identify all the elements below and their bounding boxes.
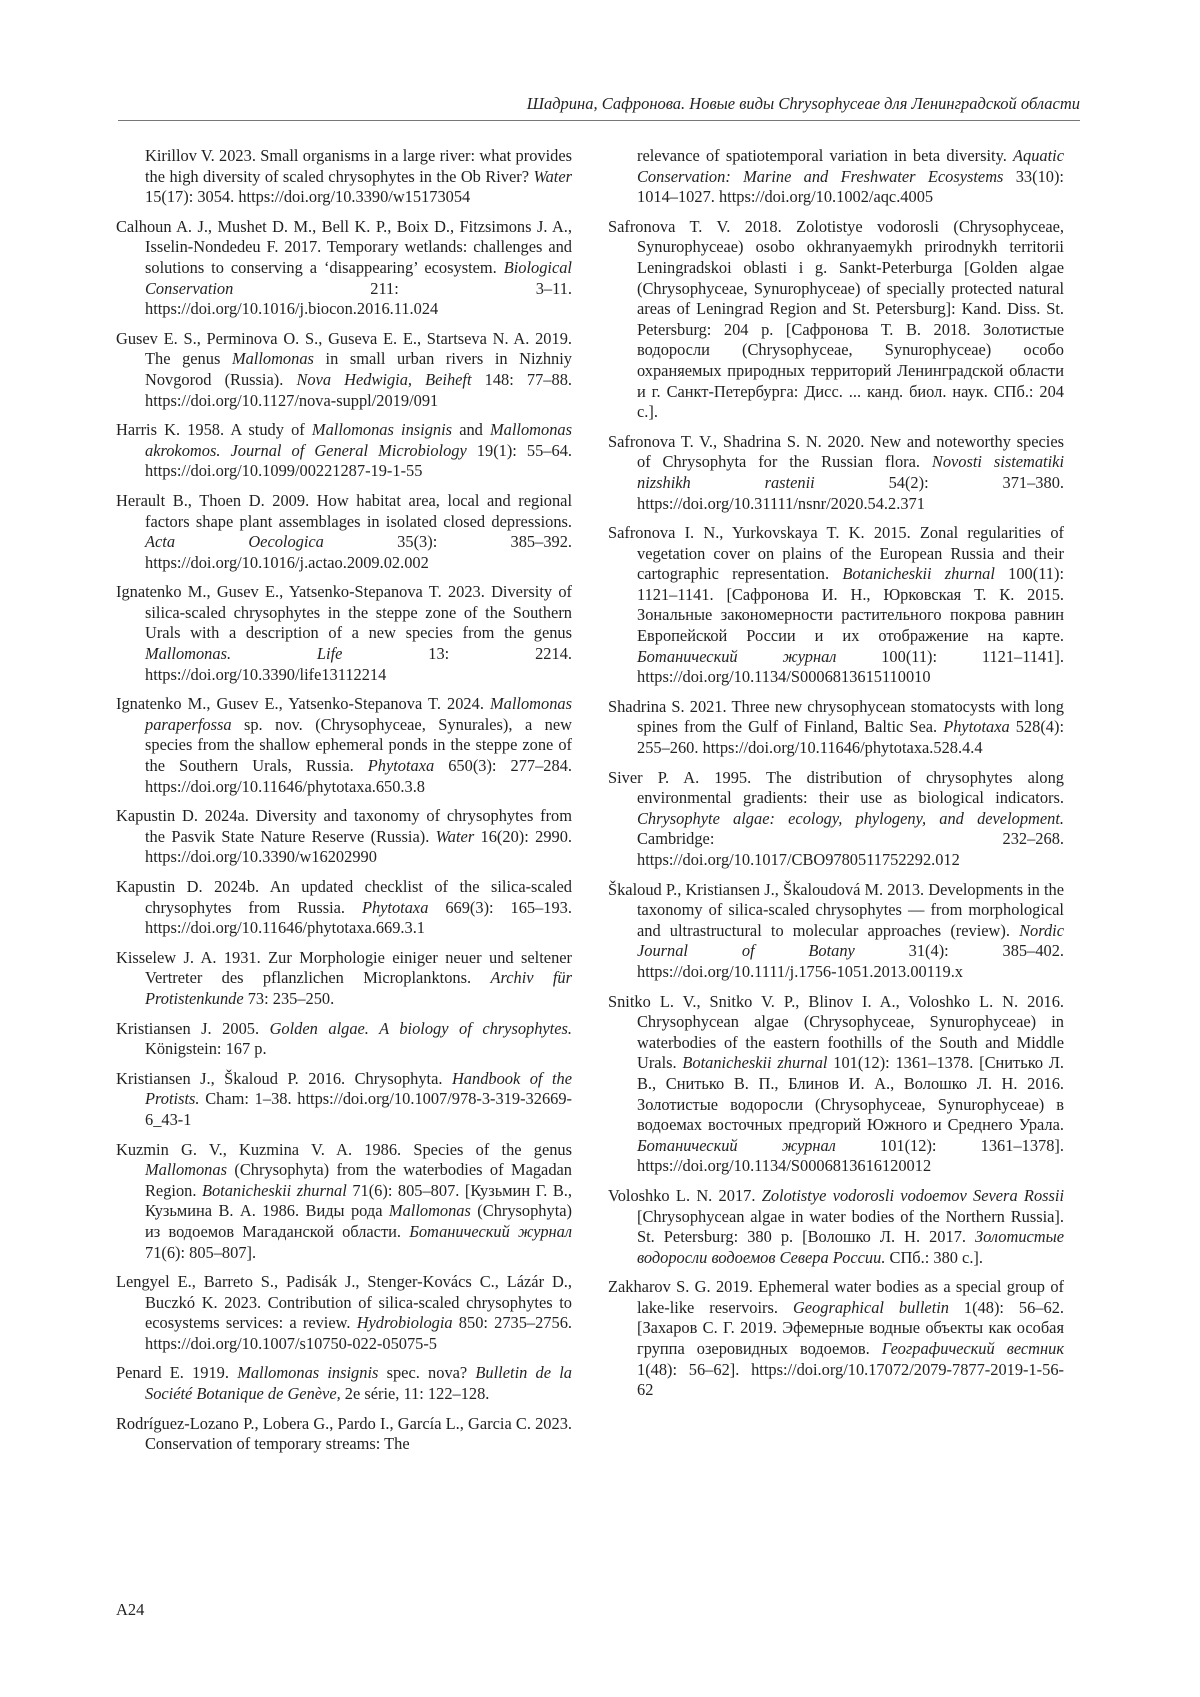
reference-entry (116, 1363, 572, 1404)
reference-text: Safronova I. N., Yurkovskaya T. K. 2015. Zonal regularities of vegetation cover on plains of the European Russia and their cartographic representation. (608, 523, 1064, 584)
reference-italic-text: Phytotaxa (361, 897, 429, 917)
reference-text: Ignatenko M., Gusev E., Yatsenko-Stepanova T. 2023. Diversity of silica-scaled chrysophytes in the steppe zone of the Southern Urals with a description of a new species from the genus (116, 582, 572, 643)
reference-text: relevance of spatiotemporal variation in beta diversity. (637, 146, 1014, 165)
reference-text: 1(48): 56–62]. https://doi.org/10.17072/2079-7877-2019-1-56-62 (637, 1359, 1064, 1400)
reference-text: Gusev E. S., Perminova O. S., Guseva E. E., Startseva N. A. 2019. The genus (116, 328, 572, 369)
reference-italic-text: Mallomonas (388, 1201, 471, 1221)
reference-text: (Chrysophyta) from the waterbodies of Magadan Region. (145, 1160, 572, 1200)
reference-italic-text: Botanicheskii zhurnal (201, 1180, 347, 1200)
reference-italic-text: Ботанический журнал (637, 646, 837, 666)
reference-text: 35(3): 385–392. https://doi.org/10.1016/j.actao.2009.02.002 (145, 532, 573, 572)
reference-text: 15(17): 3054. https://doi.org/10.3390/w15173054 (145, 187, 471, 207)
reference-text: and (452, 420, 491, 440)
reference-entry (116, 694, 572, 797)
reference-text: (Chrysophyta) из водоемов Магаданской области. (145, 1201, 572, 1241)
reference-text: 148: 77–88. https://doi.org/10.1127/nova-suppl/2019/091 (145, 369, 572, 410)
reference-entry (116, 491, 572, 573)
reference-text: Safronova T. V. 2018. Zolotistye vodorosli (Chrysophyceae, Synurophyceae) osobo okhranyaemykh prirodnykh territorii Leningradskoi oblasti i g. Sankt-Peterburga [Golden algae (Chrysophyceae, Synurophyceae) of specially protected natural areas of Leningrad Region and St. Petersburg]: Kand. Diss. St. Petersburg: 204 p. [Сафронова Т. В. 2018. Золотистые водоросли (Chrysophyceae, Synurophyceae) особо охраняемых природных территорий Ленинградской области и г. Санкт-Петербурга: Дисс. ... канд. биол. наук. СПб.: 204 с.]. (608, 216, 1064, 422)
reference-text: 54(2): 371–380. https://doi.org/10.31111/nsnr/2020.54.2.371 (637, 472, 1064, 513)
reference-italic-text: Acta Oecologica (145, 532, 324, 552)
reference-text: 19(1): 55–64. https://doi.org/10.1099/00221287-19-1-55 (145, 440, 572, 481)
reference-entry (116, 1140, 572, 1264)
reference-italic-text: Mallomonas. Life (145, 644, 343, 664)
reference-text: Kuzmin G. V., Kuzmina V. A. 1986. Species of the genus (116, 1139, 572, 1159)
reference-italic-text: Water (435, 826, 475, 846)
reference-italic-text: Phytotaxa (943, 717, 1010, 737)
reference-text: 1(48): 56–62. [Захаров С. Г. 2019. Эфемерные водные объекты как особая группа озеровидных водоемов. (637, 1297, 1064, 1359)
reference-text: spec. nova? (378, 1363, 476, 1383)
reference-text: in small urban rivers in Nizhniy Novgorod (Russia). (145, 349, 572, 389)
reference-text: Calhoun A. J., Mushet D. M., Bell K. P., Boix D., Fitzsimons J. A., Isselin-Nondedeu F. 2017. Temporary wetlands: challenges and solutions to conserving a ‘disappearing’ ecosystem. (116, 216, 572, 277)
reference-text: sp. nov. (Chrysophyceae, Synurales), a new species from the shallow ephemeral ponds in the steppe zone of the Southern Urals, Russia. (145, 714, 572, 776)
reference-text: 2e série, 11: 122–128. (340, 1384, 490, 1404)
reference-entry (116, 146, 572, 208)
reference-italic-text: Zolotistye vodorosli vodoemov Severa Rossii (761, 1185, 1065, 1205)
reference-text: Herault B., Thoen D. 2009. How habitat area, local and regional factors shape plant assemblages in isolated closed depressions. (116, 490, 572, 531)
reference-text: 16(20): 2990. https://doi.org/10.3390/w16202990 (145, 826, 573, 867)
reference-entry (608, 992, 1064, 1177)
reference-italic-text: Золотистые водоросли водоемов Севера России. (637, 1227, 1064, 1267)
reference-italic-text: Chrysophyte algae: ecology, phylogeny, and development. (637, 808, 1064, 828)
reference-text: Königstein: 167 p. (145, 1039, 267, 1059)
reference-text: Siver P. A. 1995. The distribution of chrysophytes along environmental gradients: their use as biological indicators. (608, 767, 1064, 808)
reference-italic-text: Golden algae. A biology of chrysophytes. (269, 1018, 572, 1038)
reference-italic-text: Ботанический журнал (409, 1221, 572, 1241)
reference-italic-text: Novosti sistematiki nizshikh rastenii (637, 452, 1064, 492)
reference-text: 850: 2735–2756. https://doi.org/10.1007/s10750-022-05075-5 (145, 1313, 572, 1353)
reference-entry (116, 1019, 572, 1060)
running-title: Шадрина, Сафронова. Новые виды Chrysophyceae для Ленинградской области (526, 94, 1080, 113)
reference-text: 101(12): 1361–1378. [Снитько Л. В., Снитько В. П., Блинов И. А., Волошко Л. Н. 2016. Золотистые водоросли (Chrysophyceae, Synurophyceae) в водоемах восточных предгорий Южного и Среднего Урала. (637, 1053, 1065, 1135)
reference-entry (608, 1186, 1064, 1268)
reference-text: Kisselew J. A. 1931. Zur Morphologie einiger neuer und seltener Vertreter des pflanzlichen Microplanktons. (116, 947, 572, 988)
reference-entry (608, 880, 1064, 983)
reference-text: 13: 2214. https://doi.org/10.3390/life13112214 (145, 644, 572, 684)
reference-italic-text: Mallomonas (145, 1160, 227, 1180)
reference-text: 71(6): 805–807]. (145, 1242, 257, 1262)
reference-text: Voloshko L. N. 2017. (608, 1185, 762, 1205)
reference-italic-text: Botanicheskii zhurnal (682, 1053, 828, 1073)
reference-entry (608, 697, 1064, 759)
reference-entry (116, 329, 572, 411)
reference-entry (116, 1414, 572, 1455)
reference-text: 101(12): 1361–1378]. https://doi.org/10.1134/S0006813616120012 (637, 1135, 1064, 1176)
reference-italic-text: Bulletin de la Société Botanique de Genève, (145, 1363, 572, 1404)
reference-text: 650(3): 277–284. https://doi.org/10.11646/phytotaxa.650.3.8 (145, 756, 572, 796)
reference-italic-text: Nova Hedwigia, Beiheft (296, 369, 472, 389)
reference-text: Penard E. 1919. (116, 1363, 238, 1383)
reference-text: Snitko L. V., Snitko V. P., Blinov I. A., Voloshko L. N. 2016. Chrysophycean algae (Chrysophyceae, Synurophyceae) in waterbodies of the eastern foothills of the South and Middle Urals. (608, 991, 1064, 1073)
reference-italic-text: Aquatic Conservation: Marine and Freshwater Ecosystems (637, 146, 1064, 186)
reference-italic-text: Mallomonas akrokomos. Journal of General Microbiology (145, 420, 572, 460)
reference-entry (608, 523, 1064, 688)
reference-text: Harris K. 1958. A study of (116, 420, 312, 440)
reference-italic-text: Geographical bulletin (792, 1297, 949, 1317)
reference-text: 33(10): 1014–1027. https://doi.org/10.1002/aqc.4005 (637, 166, 1064, 207)
reference-text: 31(4): 385–402. https://doi.org/10.1111/j.1756-1051.2013.00119.x (637, 941, 1064, 981)
reference-italic-text: Nordic Journal of Botany (637, 920, 1064, 961)
running-header (118, 94, 1080, 121)
reference-text: Ignatenko M., Gusev E., Yatsenko-Stepanova T. 2024. (116, 694, 491, 714)
reference-text: Kapustin D. 2024a. Diversity and taxonomy of chrysophytes from the Pasvik State Nature Reserve (Russia). (116, 806, 572, 846)
reference-text: Kristiansen J. 2005. (116, 1018, 270, 1038)
reference-text: Rodríguez-Lozano P., Lobera G., Pardo I., García L., Garcia C. 2023. Conservation of temporary streams: The (116, 1413, 572, 1454)
reference-entry (116, 948, 572, 1010)
reference-italic-text: Ботанический журнал (637, 1135, 836, 1155)
reference-entry (116, 420, 572, 482)
reference-text: 211: 3–11. https://doi.org/10.1016/j.biocon.2016.11.024 (145, 278, 572, 319)
reference-italic-text: Mallomonas insignis (311, 420, 453, 440)
reference-text: Cambridge: 232–268. https://doi.org/10.1017/CBO9780511752292.012 (637, 829, 1064, 869)
reference-entry (116, 582, 572, 685)
references-left-column (116, 146, 572, 1464)
reference-entry (116, 877, 572, 939)
reference-entry (116, 217, 572, 320)
reference-entry (608, 768, 1064, 871)
reference-text: Kristiansen J., Škaloud P. 2016. Chrysophyta. (116, 1068, 452, 1088)
reference-italic-text: Географический вестник (881, 1339, 1065, 1359)
reference-entry (116, 1272, 572, 1354)
reference-italic-text: Mallomonas (231, 349, 314, 369)
reference-text: Zakharov S. G. 2019. Ephemeral water bodies as a special group of lake-like reservoirs. (608, 1277, 1064, 1317)
reference-text: 100(11): 1121–1141. [Сафронова И. Н., Юрковская Т. К. 2015. Зональные закономерности растительного покрова равнин Европейской России и их отображение на карте. (637, 564, 1064, 646)
reference-text: Kirillov V. 2023. Small organisms in a large river: what provides the high diversity of scaled chrysophytes in the Ob River? (145, 146, 572, 186)
reference-text: СПб.: 380 с.]. (885, 1247, 983, 1267)
reference-italic-text: Phytotaxa (367, 756, 435, 776)
reference-italic-text: Archiv für Protistenkunde (145, 968, 572, 1008)
reference-entry (116, 1069, 572, 1131)
reference-text: Škaloud P., Kristiansen J., Škaloudová M. 2013. Developments in the taxonomy of silica-scaled chrysophytes — from morphological and ultrastructural to molecular approaches (review). (608, 879, 1064, 940)
reference-entry (608, 1277, 1064, 1401)
reference-text: 528(4): 255–260. https://doi.org/10.11646/phytotaxa.528.4.4 (637, 717, 1064, 758)
reference-text: Lengyel E., Barreto S., Padisák J., Stenger-Kovács C., Lázár D., Buczkó K. 2023. Contribution of silica-scaled chrysophytes to ecosystems services: a review. (116, 1272, 572, 1333)
page-number: A24 (116, 1600, 145, 1619)
reference-entry (608, 146, 1064, 208)
reference-italic-text: Mallomonas paraperfossa (145, 694, 572, 734)
reference-text: [Chrysophycean algae in water bodies of the Northern Russia]. St. Petersburg: 380 p. [Волошко Л. Н. 2017. (637, 1206, 1064, 1247)
reference-text: 669(3): 165–193. https://doi.org/10.11646/phytotaxa.669.3.1 (145, 897, 572, 938)
reference-entry (608, 217, 1064, 423)
reference-italic-text: Mallomonas insignis (237, 1363, 379, 1383)
reference-text: 73: 235–250. (243, 988, 335, 1008)
references-right-column (608, 146, 1064, 1410)
reference-italic-text: Handbook of the Protists. (145, 1068, 572, 1109)
reference-text: Shadrina S. 2021. Three new chrysophycean stomatocysts with long spines from the Gulf of Finland, Baltic Sea. (608, 696, 1064, 737)
reference-text: Safronova T. V., Shadrina S. N. 2020. New and noteworthy species of Chrysophyta for the Russian flora. (608, 431, 1064, 472)
reference-entry (608, 432, 1064, 514)
reference-entry (116, 806, 572, 868)
reference-italic-text: Botanicheskii zhurnal (842, 564, 995, 584)
reference-text: 100(11): 1121–1141]. https://doi.org/10.1134/S0006813615110010 (637, 646, 1064, 687)
reference-text: 71(6): 805–807. [Кузьмин Г. В., Кузьмина В. А. 1986. Виды рода (145, 1180, 572, 1221)
reference-text: Kapustin D. 2024b. An updated checklist of the silica-scaled chrysophytes from Russia. (116, 877, 572, 917)
reference-italic-text: Water (533, 166, 572, 186)
reference-text: Cham: 1–38. https://doi.org/10.1007/978-3-319-32669-6_43-1 (145, 1089, 572, 1129)
reference-italic-text: Biological Conservation (145, 257, 572, 298)
reference-italic-text: Hydrobiologia (356, 1313, 453, 1333)
